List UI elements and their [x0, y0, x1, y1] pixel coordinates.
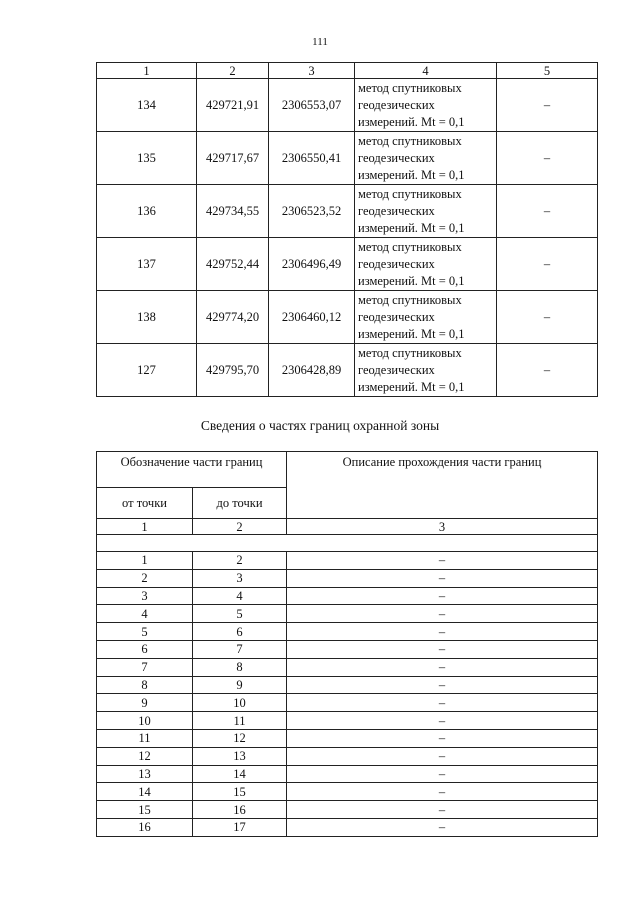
- method-line: метод спутниковых: [358, 186, 462, 201]
- empty-row: [97, 535, 598, 552]
- from-point-cell: 6: [97, 640, 193, 658]
- description-cell: –: [287, 676, 598, 694]
- table-row: [97, 291, 598, 344]
- column-number: 1: [97, 63, 197, 79]
- x-coordinate-cell: 429721,91: [197, 79, 269, 132]
- table-row: [97, 818, 598, 836]
- method-line: измерений. Mt = 0,1: [358, 273, 465, 288]
- from-point-cell: 13: [97, 765, 193, 783]
- table-row: [97, 801, 598, 819]
- table-row: [97, 605, 598, 623]
- from-point-cell: 1: [97, 552, 193, 570]
- method-line: измерений. Mt = 0,1: [358, 220, 465, 235]
- method-line: геодезических: [358, 256, 435, 271]
- from-point-cell: 7: [97, 658, 193, 676]
- to-point-cell: 9: [193, 676, 287, 694]
- from-point-cell: 9: [97, 694, 193, 712]
- table-row: [97, 132, 598, 185]
- from-point-cell: 3: [97, 587, 193, 605]
- to-point-cell: 17: [193, 818, 287, 836]
- from-point-cell: 2: [97, 569, 193, 587]
- table-row: [97, 765, 598, 783]
- point-number-cell: 135: [97, 132, 197, 185]
- column-number-row: [97, 519, 598, 535]
- x-coordinate-cell: 429717,67: [197, 132, 269, 185]
- table-row: [97, 587, 598, 605]
- to-point-header: до точки: [193, 488, 287, 519]
- description-cell: –: [287, 747, 598, 765]
- from-point-header: от точки: [97, 488, 193, 519]
- method-line: измерений. Mt = 0,1: [358, 114, 465, 129]
- note-cell: –: [497, 238, 598, 291]
- to-point-cell: 8: [193, 658, 287, 676]
- y-coordinate-cell: 2306550,41: [269, 132, 355, 185]
- column-number: 1: [97, 519, 193, 535]
- table-row: [97, 623, 598, 641]
- method-line: измерений. Mt = 0,1: [358, 379, 465, 394]
- method-line: метод спутниковых: [358, 292, 462, 307]
- table-row: [97, 658, 598, 676]
- description-cell: –: [287, 605, 598, 623]
- to-point-cell: 2: [193, 552, 287, 570]
- section-title: Сведения о частях границ охранной зоны: [200, 418, 440, 433]
- description-cell: –: [287, 694, 598, 712]
- description-cell: –: [287, 587, 598, 605]
- from-point-cell: 15: [97, 801, 193, 819]
- note-cell: –: [497, 291, 598, 344]
- to-point-cell: 15: [193, 783, 287, 801]
- table-row: [97, 569, 598, 587]
- column-number: 5: [497, 63, 598, 79]
- method-line: метод спутниковых: [358, 345, 462, 360]
- table-row: [97, 79, 598, 132]
- description-header: Описание прохождения части границ: [287, 452, 598, 519]
- point-number-cell: 136: [97, 185, 197, 238]
- method-line: метод спутниковых: [358, 239, 462, 254]
- point-number-cell: 127: [97, 344, 197, 397]
- to-point-cell: 16: [193, 801, 287, 819]
- description-cell: –: [287, 640, 598, 658]
- method-line: геодезических: [358, 309, 435, 324]
- table-row: [97, 552, 598, 570]
- method-cell: [355, 79, 497, 132]
- method-cell: [355, 344, 497, 397]
- from-point-cell: 8: [97, 676, 193, 694]
- column-number: 4: [355, 63, 497, 79]
- column-number: 2: [197, 63, 269, 79]
- method-line: метод спутниковых: [358, 80, 462, 95]
- column-number: 3: [269, 63, 355, 79]
- point-number-cell: 137: [97, 238, 197, 291]
- method-line: измерений. Mt = 0,1: [358, 167, 465, 182]
- border-parts-table: [96, 451, 598, 837]
- to-point-cell: 12: [193, 729, 287, 747]
- table-row: [97, 676, 598, 694]
- method-cell: [355, 132, 497, 185]
- to-point-cell: 11: [193, 712, 287, 730]
- method-cell: [355, 185, 497, 238]
- point-number-cell: 138: [97, 291, 197, 344]
- from-point-cell: 12: [97, 747, 193, 765]
- description-cell: –: [287, 569, 598, 587]
- y-coordinate-cell: 2306428,89: [269, 344, 355, 397]
- to-point-cell: 3: [193, 569, 287, 587]
- to-point-cell: 7: [193, 640, 287, 658]
- x-coordinate-cell: 429795,70: [197, 344, 269, 397]
- y-coordinate-cell: 2306496,49: [269, 238, 355, 291]
- empty-cell: [97, 535, 598, 552]
- note-cell: –: [497, 344, 598, 397]
- table-row: [97, 238, 598, 291]
- column-number-row: [97, 63, 598, 79]
- to-point-cell: 4: [193, 587, 287, 605]
- designation-header: Обозначение части границ: [97, 452, 287, 488]
- to-point-cell: 6: [193, 623, 287, 641]
- description-cell: –: [287, 658, 598, 676]
- table-row: [97, 640, 598, 658]
- coordinates-table: [96, 62, 598, 397]
- table-row: [97, 344, 598, 397]
- method-cell: [355, 238, 497, 291]
- table-row: [97, 783, 598, 801]
- method-line: геодезических: [358, 150, 435, 165]
- table-row: [97, 747, 598, 765]
- y-coordinate-cell: 2306553,07: [269, 79, 355, 132]
- description-cell: –: [287, 818, 598, 836]
- to-point-cell: 13: [193, 747, 287, 765]
- method-line: геодезических: [358, 362, 435, 377]
- note-cell: –: [497, 132, 598, 185]
- page-number: 111: [312, 36, 328, 48]
- column-number: 2: [193, 519, 287, 535]
- y-coordinate-cell: 2306523,52: [269, 185, 355, 238]
- method-line: геодезических: [358, 203, 435, 218]
- description-cell: –: [287, 712, 598, 730]
- point-number-cell: 134: [97, 79, 197, 132]
- note-cell: –: [497, 79, 598, 132]
- method-line: геодезических: [358, 97, 435, 112]
- y-coordinate-cell: 2306460,12: [269, 291, 355, 344]
- from-point-cell: 11: [97, 729, 193, 747]
- to-point-cell: 10: [193, 694, 287, 712]
- table-row: [97, 729, 598, 747]
- table-row: [97, 712, 598, 730]
- description-cell: –: [287, 729, 598, 747]
- from-point-cell: 14: [97, 783, 193, 801]
- method-cell: [355, 291, 497, 344]
- method-line: метод спутниковых: [358, 133, 462, 148]
- to-point-cell: 14: [193, 765, 287, 783]
- from-point-cell: 10: [97, 712, 193, 730]
- to-point-cell: 5: [193, 605, 287, 623]
- method-line: измерений. Mt = 0,1: [358, 326, 465, 341]
- note-cell: –: [497, 185, 598, 238]
- column-number: 3: [287, 519, 598, 535]
- description-cell: –: [287, 783, 598, 801]
- description-cell: –: [287, 801, 598, 819]
- from-point-cell: 4: [97, 605, 193, 623]
- description-cell: –: [287, 765, 598, 783]
- from-point-cell: 16: [97, 818, 193, 836]
- from-point-cell: 5: [97, 623, 193, 641]
- description-cell: –: [287, 623, 598, 641]
- x-coordinate-cell: 429734,55: [197, 185, 269, 238]
- x-coordinate-cell: 429752,44: [197, 238, 269, 291]
- x-coordinate-cell: 429774,20: [197, 291, 269, 344]
- table-row: [97, 694, 598, 712]
- table-row: [97, 185, 598, 238]
- description-cell: –: [287, 552, 598, 570]
